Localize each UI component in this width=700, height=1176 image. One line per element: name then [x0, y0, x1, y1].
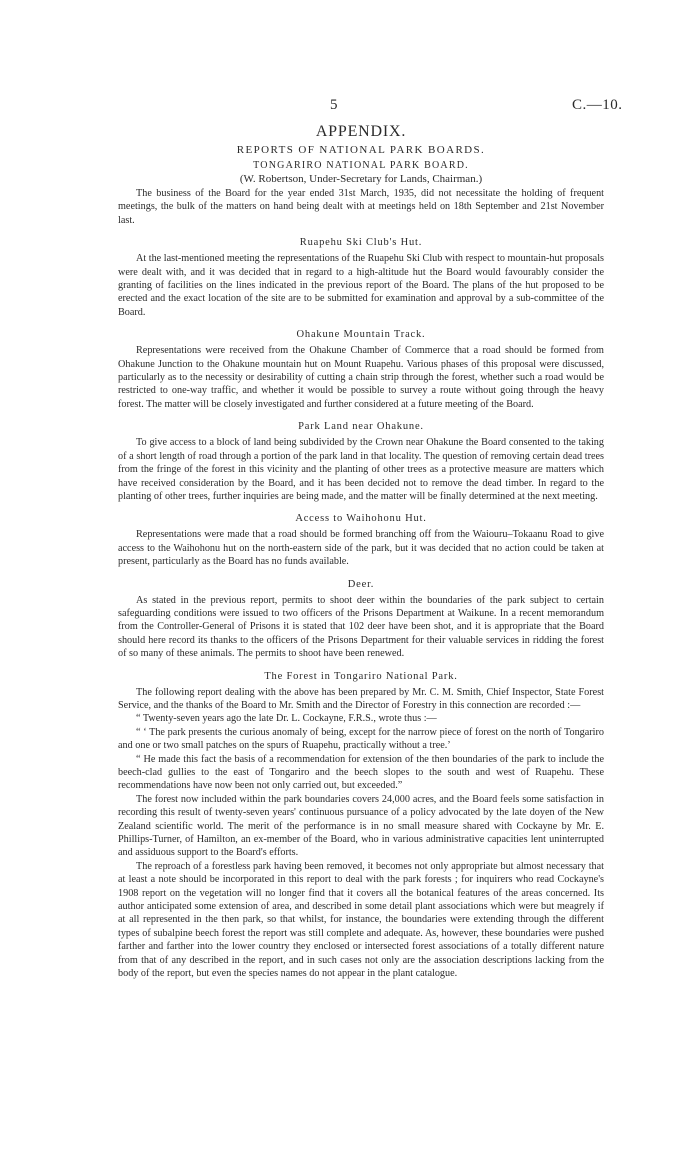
appendix-title: APPENDIX. [315, 123, 407, 140]
section-deer [118, 579, 604, 661]
paragraph: Representations were made that a road should be formed branching off from the Waiouru–Tokaanu Road to give access to the Waihohonu hut on the north-eastern side of the park, but it was decided that no action could be taken at present, particularly as the Board has no funds available. [118, 529, 604, 568]
paragraph: At the last-mentioned meeting the representations of the Ruapehu Ski Club with respect to mountain-hut proposals were dealt with, and it was decided that in regard to a high-altitude hut the Board would favourably consider the granting of facilities on the lines indicated in the previous report of the Board. The plans of the hut proposed to be erected and the exact location of the site are to be submitted for examination and approval by a sub-committee of the Board. [118, 253, 604, 318]
reports-subtitle: REPORTS OF NATIONAL PARK BOARDS. [236, 144, 486, 156]
paragraph: To give access to a block of land being subdivided by the Crown near Ohakune the Board consented to the taking of a short length of road through a portion of the park land in that locality. The question of removing certain dead trees from the fringe of the forest in this vicinity and the planting of other trees as a protective measure are matters which have received consideration by the Board, and it has been decided not to remove the dead timber. In regard to the planting of other trees, further inquiries are being made, and the matter will be finally determined at the next meeting. [118, 437, 604, 502]
document-body [118, 123, 604, 981]
paragraph: The forest now included within the park boundaries covers 24,000 acres, and the Board feels some satisfaction in recording this result of twenty-seven years' continuous pursuance of a policy advocated by the late doyen of the New Zealand scientific world. The merit of the performance is in no small measure shared with Cockayne by Mr. E. Phillips-Turner, of Hamilton, an ex-member of the Board, who in various administrative capacities lent uninterrupted and assiduous support to the Board's efforts. [118, 793, 604, 859]
section-heading: Deer. [347, 578, 375, 590]
quote-paragraph: “ ‘ The park presents the curious anomaly of being, except for the narrow piece of forest on the north of Tongariro and one or two small patches on the spurs of Ruapehu, practically without a tree.’ [118, 726, 604, 752]
section-heading: Ohakune Mountain Track. [296, 329, 426, 341]
section-waihohonu-hut [118, 513, 604, 568]
page-number: 5 [330, 97, 338, 113]
paragraph: As stated in the previous report, permits to shoot deer within the boundaries of the park subject to certain safeguarding conditions were issued to two officers of the Prisons Department at Waikune. In a recent memorandum from the Controller-General of Prisons it is stated that 102 deer have been shot, and it is appropriate that the Board should here record its thanks to the officers of the Prisons Department for their valuable services in ridding the forest of so many of these animals. The permits to shoot have been renewed. [118, 594, 604, 660]
section-mountain-track [118, 329, 604, 411]
section-forest [118, 671, 604, 981]
quote-paragraph: “ Twenty-seven years ago the late Dr. L. Cockayne, F.R.S., wrote thus :— [136, 713, 437, 725]
intro-paragraph: The business of the Board for the year ended 31st March, 1935, did not necessitate the holding of frequent meetings, the bulk of the matters on hand being dealt with at meetings held on 18th September and 21st November last. [118, 188, 604, 226]
quote-paragraph: “ He made this fact the basis of a recommendation for extension of the then boundaries of the park to include the beech-clad gullies to the east of Tongariro and the beech slopes to the south and west of Ruapehu. These recommendations have now been not only carried out, but exceeded.” [118, 753, 604, 792]
section-park-land [118, 421, 604, 503]
section-heading: The Forest in Tongariro National Park. [264, 670, 458, 682]
document-reference: C.—10. [572, 97, 623, 113]
paragraph: The following report dealing with the above has been prepared by Mr. C. M. Smith, Chief Inspector, State Forest Service, and the thanks of the Board to Mr. Smith and the Director of Forestry in this connection are recorded :— [118, 686, 604, 711]
section-heading: Park Land near Ohakune. [298, 421, 424, 433]
board-name: TONGARIRO NATIONAL PARK BOARD. [253, 160, 469, 171]
paragraph: The reproach of a forestless park having been removed, it becomes not only appropriate but almost necessary that at least a note should be incorporated in this report to deal with the park forests ; for inquirers who read Cockayne's 1908 report on the vegetation will no longer find that it covers all the botanical features of the areas concerned. Its author anticipated some extension of area, and described in some detail plant associations which were but meagrely if at all represented in the then park, so that whilst, for instance, the boundaries were extending through the different types of subalpine beech forest the report was still complete and adequate. As, however, these boundaries were pushed farther and farther into the lower country they enclosed or intersected forest associations of a totally different nature from that of any described in the report, and in such cases not only are the association descriptions lacking from the body of the report, but even the species names do not appear in the plant catalogue. [118, 860, 604, 980]
paragraph: Representations were received from the Ohakune Chamber of Commerce that a road should be formed from Ohakune Junction to the Ohakune mountain hut on Mount Ruapehu. Various phases of this proposal were discussed, particularly as to the necessity or desirability of cutting a chain strip through the forest, whether such a road would be restricted to one-way traffic, and whether it would be possible to survey a route without going through the heavy forest. The matter will be closely investigated and further considered at a future meeting of the Board. [118, 345, 604, 410]
section-ski-club-hut [118, 237, 604, 319]
chairman-line: (W. Robertson, Under-Secretary for Lands, Chairman.) [239, 173, 483, 185]
section-heading: Ruapehu Ski Club's Hut. [299, 237, 423, 249]
section-heading: Access to Waihohonu Hut. [295, 513, 427, 525]
